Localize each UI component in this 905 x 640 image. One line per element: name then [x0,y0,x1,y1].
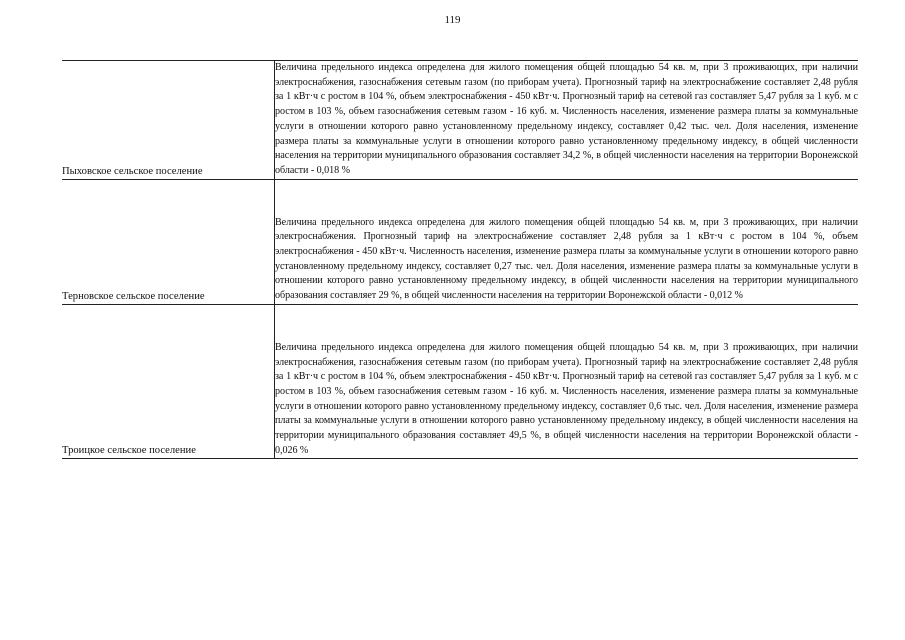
settlement-description: Величина предельного индекса определена для жилого помещения общей площадью 54 кв. м, при 3 проживающих, при наличии электроснабжения. Прогнозный тариф на электроснабжение составляет 2,48 рубля за 1 кВт·ч с ростом в 104 %, объем электроснабжения - 450 кВт·ч. Численность населения, изменение размера платы за коммунальные услуги в отношении которого равно установленному предельному индексу, составляет 0,27 тыс. чел. Доля населения, изменение размера платы за коммунальные услуги в отношении которого равно установленному предельному индексу, в общей численности населения на территории муниципального образования составляет 29 %, в общей численности населения на территории Воронежской области - 0,012 % [275,179,859,304]
settlement-table [62,60,858,459]
table-row [62,304,858,459]
settlement-description: Величина предельного индекса определена для жилого помещения общей площадью 54 кв. м, при 3 проживающих, при наличии электроснабжения, газоснабжения сетевым газом (по приборам учета). Прогнозный тариф на электроснабжение составляет 2,48 рубля за 1 кВт·ч с ростом в 104 %, объем электроснабжения - 450 кВт·ч. Прогнозный тариф на сетевой газ составляет 5,47 рубля за 1 куб. м с ростом в 103 %, объем газоснабжения сетевым газом - 16 куб. м. Численность населения, изменение размера платы за коммунальные услуги в отношении которого равно установленному предельному индексу, составляет 0,6 тыс. чел. Доля населения, изменение размера платы за коммунальные услуги в отношении которого равно установленному предельному индексу, в общей численности населения на территории муниципального образования составляет 49,5 %, в общей численности населения на территории Воронежской области - 0,026 % [275,304,859,459]
settlement-name: Троицкое сельское поселение [62,304,275,459]
settlement-name: Пыховское сельское поселение [62,61,275,180]
settlement-description: Величина предельного индекса определена для жилого помещения общей площадью 54 кв. м, при 3 проживающих, при наличии электроснабжения, газоснабжения сетевым газом (по приборам учета). Прогнозный тариф на электроснабжение составляет 2,48 рубля за 1 кВт·ч с ростом в 104 %, объем электроснабжения - 450 кВт·ч. Прогнозный тариф на сетевой газ составляет 5,47 рубля за 1 куб. м с ростом в 103 %, объем газоснабжения сетевым газом - 16 куб. м. Численность населения, изменение размера платы за коммунальные услуги в отношении которого равно установленному предельному индексу, составляет 0,42 тыс. чел. Доля населения, изменение размера платы за коммунальные услуги в отношении которого равно установленному предельному индексу, в общей численности населения на территории муниципального образования составляет 34,2 %, в общей численности населения на территории Воронежской области - 0,018 % [275,61,859,180]
page-number: 119 [444,14,461,26]
table-row [62,61,858,180]
table-row [62,179,858,304]
settlement-name: Терновское сельское поселение [62,179,275,304]
